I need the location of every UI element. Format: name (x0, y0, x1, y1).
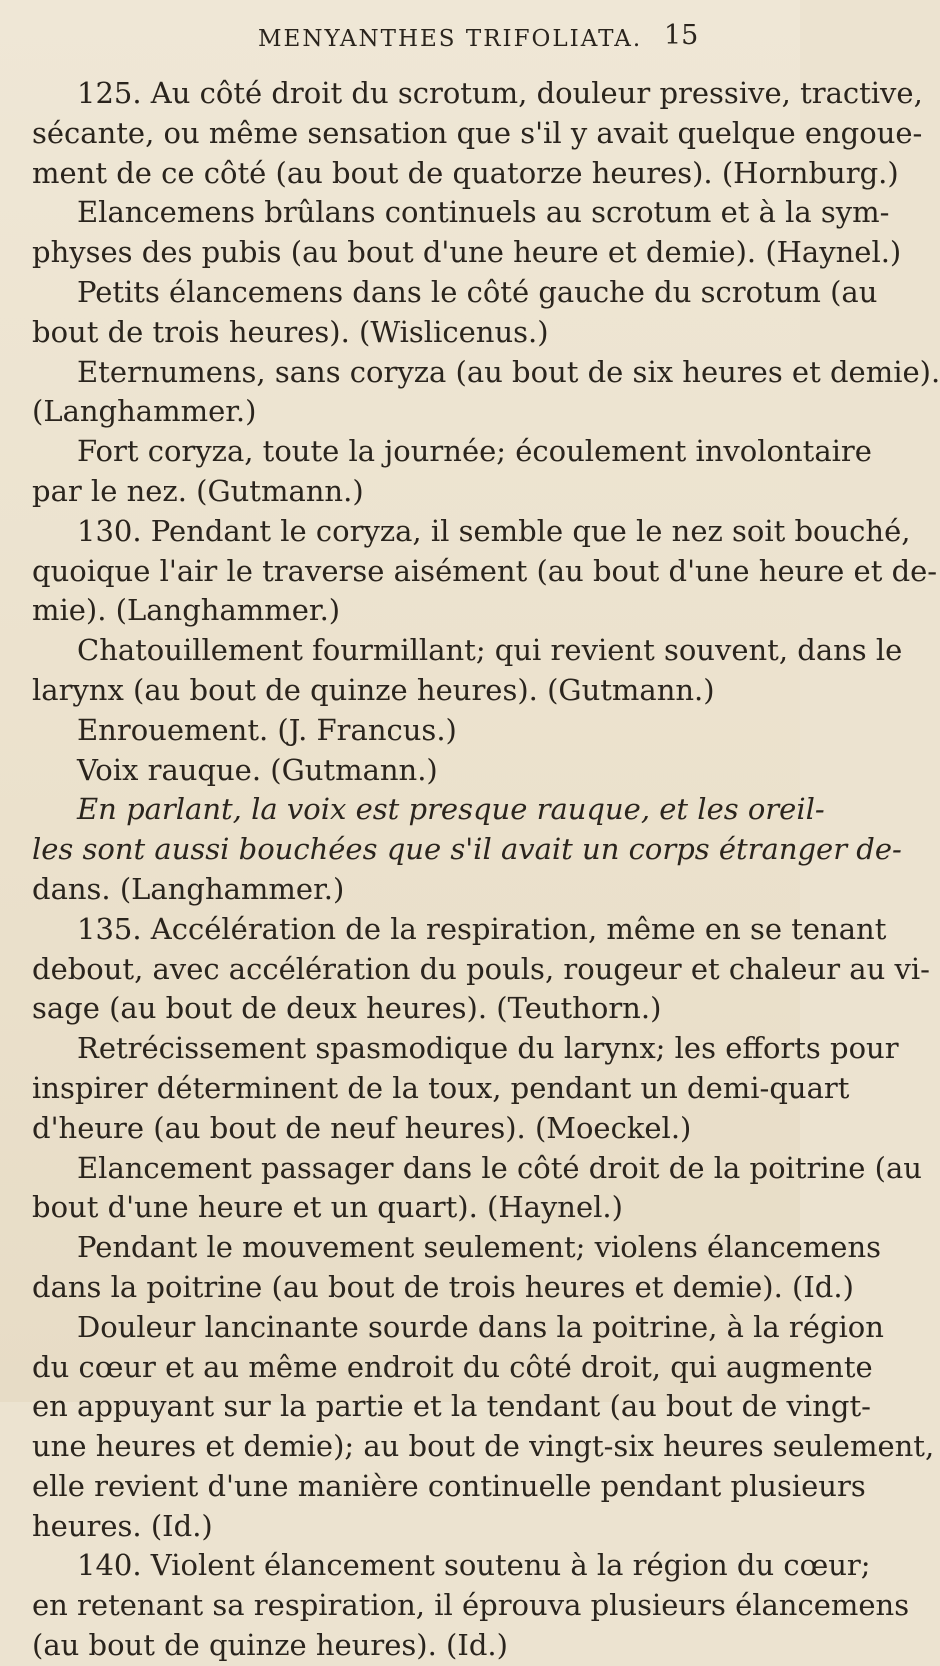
text-line: Enrouement. (J. Francus.) (77, 712, 457, 747)
text-line: par le nez. (Gutmann.) (32, 473, 364, 508)
text-line: Retrécissement spasmodique du larynx; les efforts pour (77, 1031, 899, 1066)
text-line: (Langhammer.) (32, 394, 257, 429)
body-text (32, 74, 940, 1666)
text-line: debout, avec accélération du pouls, rougeur et chaleur au vi- (32, 951, 930, 986)
text-line: ment de ce côté (au bout de quatorze heures). (Hornburg.) (32, 155, 899, 190)
text-line: inspirer déterminent de la toux, pendant un demi-quart (32, 1070, 850, 1105)
text-line: 130. Pendant le coryza, il semble que le nez soit bouché, (77, 513, 911, 548)
text-line: du cœur et au même endroit du côté droit, qui augmente (32, 1349, 873, 1384)
text-line: sécante, ou même sensation que s'il y avait quelque engoue- (32, 115, 923, 150)
text-line: 135. Accélération de la respiration, même en se tenant (77, 911, 887, 946)
text-line: dans la poitrine (au bout de trois heures et demie). (Id.) (32, 1269, 854, 1304)
text-line: sage (au bout de deux heures). (Teuthorn.) (32, 991, 662, 1026)
text-line: en retenant sa respiration, il éprouva plusieurs élancemens (32, 1588, 910, 1623)
text-line: Chatouillement fourmillant; qui revient souvent, dans le (77, 633, 903, 668)
text-line: Voix rauque. (Gutmann.) (77, 752, 438, 787)
text-line: 140. Violent élancement soutenu à la région du cœur; (77, 1548, 871, 1583)
text-line: 125. Au côté droit du scrotum, douleur pressive, tractive, (77, 76, 923, 110)
text-line: physes des pubis (au bout d'une heure et demie). (Haynel.) (32, 235, 902, 270)
text-line: elle revient d'une manière continuelle pendant plusieurs (32, 1468, 866, 1503)
text-line: En parlant, la voix est presque rauque, et les oreil- (77, 792, 825, 827)
text-line: quoique l'air le traverse aisément (au bout d'une heure et de- (32, 553, 938, 588)
text-line: mie). (Langhammer.) (32, 593, 341, 628)
text-line: larynx (au bout de quinze heures). (Gutmann.) (32, 672, 715, 707)
text-line: les sont aussi bouchées que s'il avait un corps étranger de- (32, 832, 902, 867)
running-title: MENYANTHES TRIFOLIATA. (258, 26, 643, 52)
text-line: Fort coryza, toute la journée; écoulement involontaire (77, 434, 872, 469)
text-line: une heures et demie); au bout de vingt-six heures seulement, (32, 1429, 935, 1464)
text-line: heures. (Id.) (32, 1508, 213, 1543)
text-line: Pendant le mouvement seulement; violens élancemens (77, 1230, 881, 1265)
text-line: bout de trois heures). (Wislicenus.) (32, 314, 549, 349)
page-number: 15 (664, 20, 699, 51)
text-line: Douleur lancinante sourde dans la poitrine, à la région (77, 1309, 884, 1344)
text-line: dans. (Langhammer.) (32, 871, 345, 906)
text-line: Elancement passager dans le côté droit de la poitrine (au (77, 1150, 922, 1185)
text-line: bout d'une heure et un quart). (Haynel.) (32, 1190, 623, 1225)
text-line: en appuyant sur la partie et la tendant (au bout de vingt- (32, 1389, 871, 1424)
text-line: (au bout de quinze heures). (Id.) (32, 1628, 508, 1663)
text-line: Eternumens, sans coryza (au bout de six heures et demie). (77, 354, 940, 389)
text-line: Elancemens brûlans continuels au scrotum et à la sym- (77, 195, 890, 230)
text-line: d'heure (au bout de neuf heures). (Moeckel.) (32, 1110, 692, 1145)
text-line: Petits élancemens dans le côté gauche du scrotum (au (77, 274, 878, 309)
running-head (0, 14, 800, 54)
